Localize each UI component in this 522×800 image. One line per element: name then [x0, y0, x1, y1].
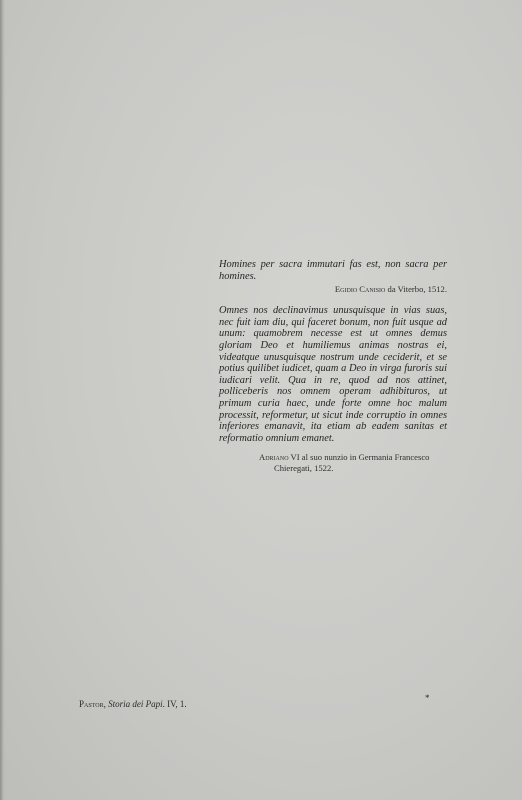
- page-footer: [79, 699, 187, 709]
- epigraph: [219, 259, 447, 474]
- attribution-2-line1-rest: VI al suo nunzio in Germania Francesco: [288, 452, 430, 463]
- footer-volume: . IV, 1.: [162, 699, 187, 709]
- attribution-1-name: Egidio Canisio: [334, 284, 386, 295]
- attribution-2-line2: Chieregati, 1522.: [274, 463, 334, 474]
- footer-author: Pastor: [79, 699, 104, 709]
- footer-title: Storia dei Papi: [108, 699, 163, 709]
- footer-sep: ,: [103, 699, 109, 709]
- attribution-2-name: Adriano: [259, 452, 289, 463]
- attribution-1-rest: da Viterbo, 1512.: [385, 284, 447, 295]
- epigraph-quote-2: Omnes nos declinavimus unusquisque in vias suas, nec fuit iam diu, qui faceret bonum, non fuit usque ad unum: quamobrem necesse est ut omnes demus gloriam Deo et humiliemus animas nostras ei, videatque unusquisque nostrum unde ceciderit, et se potius quilibet iudicet, quam a Deo in virga furoris sui iudicari velit. Qua in re, quod ad nos attinet, polliceberis nos omnem operam adhibituros, ut primum curia haec, unde forte omne hoc malum processit, reformetur, ut sicut inde corruptio in omnes inferiores emanavit, ita etiam ab eadem sanitas et reformatio omnium emanet.: [219, 305, 447, 444]
- epigraph-attribution-2: [259, 452, 447, 474]
- signature-mark: *: [425, 693, 430, 703]
- epigraph-quote-1: Homines per sacra immutari fas est, non sacra per homines.: [219, 259, 447, 282]
- page-left-edge: [0, 0, 5, 800]
- epigraph-attribution-1: [219, 284, 447, 295]
